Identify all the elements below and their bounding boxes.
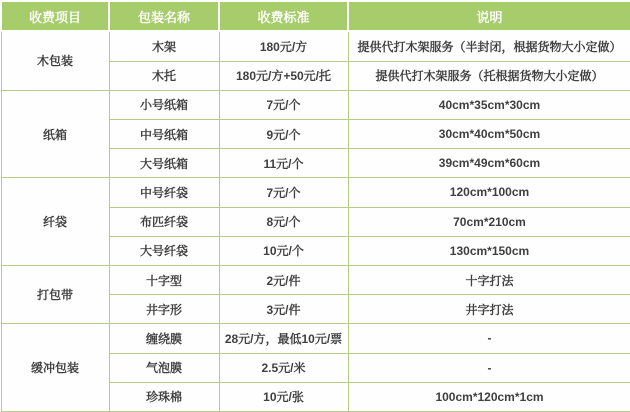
package-name-cell: 大号纤袋 — [109, 236, 219, 265]
package-name-cell: 珍珠棉 — [109, 382, 219, 411]
package-name-cell: 缠绕膜 — [109, 324, 219, 353]
description-cell: - — [348, 324, 630, 353]
price-cell: 10元/个 — [219, 236, 348, 265]
package-name-cell: 木架 — [109, 31, 219, 61]
package-name-cell: 木托 — [109, 61, 219, 90]
category-cell: 打包带 — [1, 265, 109, 323]
description-cell: 十字打法 — [348, 265, 630, 294]
column-header-description: 说明 — [348, 1, 630, 31]
category-cell: 木包装 — [1, 31, 109, 90]
column-header-item: 收费项目 — [1, 1, 109, 31]
price-cell: 180元/方 — [219, 31, 348, 61]
table-row — [1, 90, 630, 119]
table-row — [1, 178, 630, 207]
package-name-cell: 井字形 — [109, 295, 219, 324]
package-name-cell: 气泡膜 — [109, 353, 219, 382]
package-name-cell: 布匹纤袋 — [109, 207, 219, 236]
price-cell: 28元/方，最低10元/票 — [219, 324, 348, 353]
price-cell: 7元/个 — [219, 178, 348, 207]
price-cell: 2.5元/米 — [219, 353, 348, 382]
description-cell: 100cm*120cm*1cm — [348, 382, 630, 411]
package-name-cell: 小号纸箱 — [109, 90, 219, 119]
description-cell: 39cm*49cm*60cm — [348, 149, 630, 178]
table-row — [1, 265, 630, 294]
category-cell: 纤袋 — [1, 178, 109, 266]
category-cell: 缓冲包装 — [1, 324, 109, 412]
table-row — [1, 31, 630, 61]
column-header-package: 包装名称 — [109, 1, 219, 31]
package-name-cell: 大号纸箱 — [109, 149, 219, 178]
price-cell: 11元/个 — [219, 149, 348, 178]
price-cell: 9元/个 — [219, 119, 348, 148]
description-cell: 40cm*35cm*30cm — [348, 90, 630, 119]
package-name-cell: 中号纸箱 — [109, 119, 219, 148]
description-cell: - — [348, 353, 630, 382]
description-cell: 提供代打木架服务（半封闭，根据货物大小定做） — [348, 31, 630, 61]
column-header-price: 收费标准 — [219, 1, 348, 31]
description-cell: 30cm*40cm*50cm — [348, 119, 630, 148]
table-row — [1, 324, 630, 353]
price-cell: 8元/个 — [219, 207, 348, 236]
price-cell: 7元/个 — [219, 90, 348, 119]
package-name-cell: 中号纤袋 — [109, 178, 219, 207]
price-cell: 10元/张 — [219, 382, 348, 411]
description-cell: 120cm*100cm — [348, 178, 630, 207]
description-cell: 井字打法 — [348, 295, 630, 324]
price-cell: 180元/方+50元/托 — [219, 61, 348, 90]
package-name-cell: 十字型 — [109, 265, 219, 294]
price-cell: 2元/件 — [219, 265, 348, 294]
description-cell: 提供代打木架服务（托根据货物大小定做） — [348, 61, 630, 90]
description-cell: 130cm*150cm — [348, 236, 630, 265]
header-row — [1, 1, 630, 31]
price-cell: 3元/件 — [219, 295, 348, 324]
category-cell: 纸箱 — [1, 90, 109, 178]
description-cell: 70cm*210cm — [348, 207, 630, 236]
